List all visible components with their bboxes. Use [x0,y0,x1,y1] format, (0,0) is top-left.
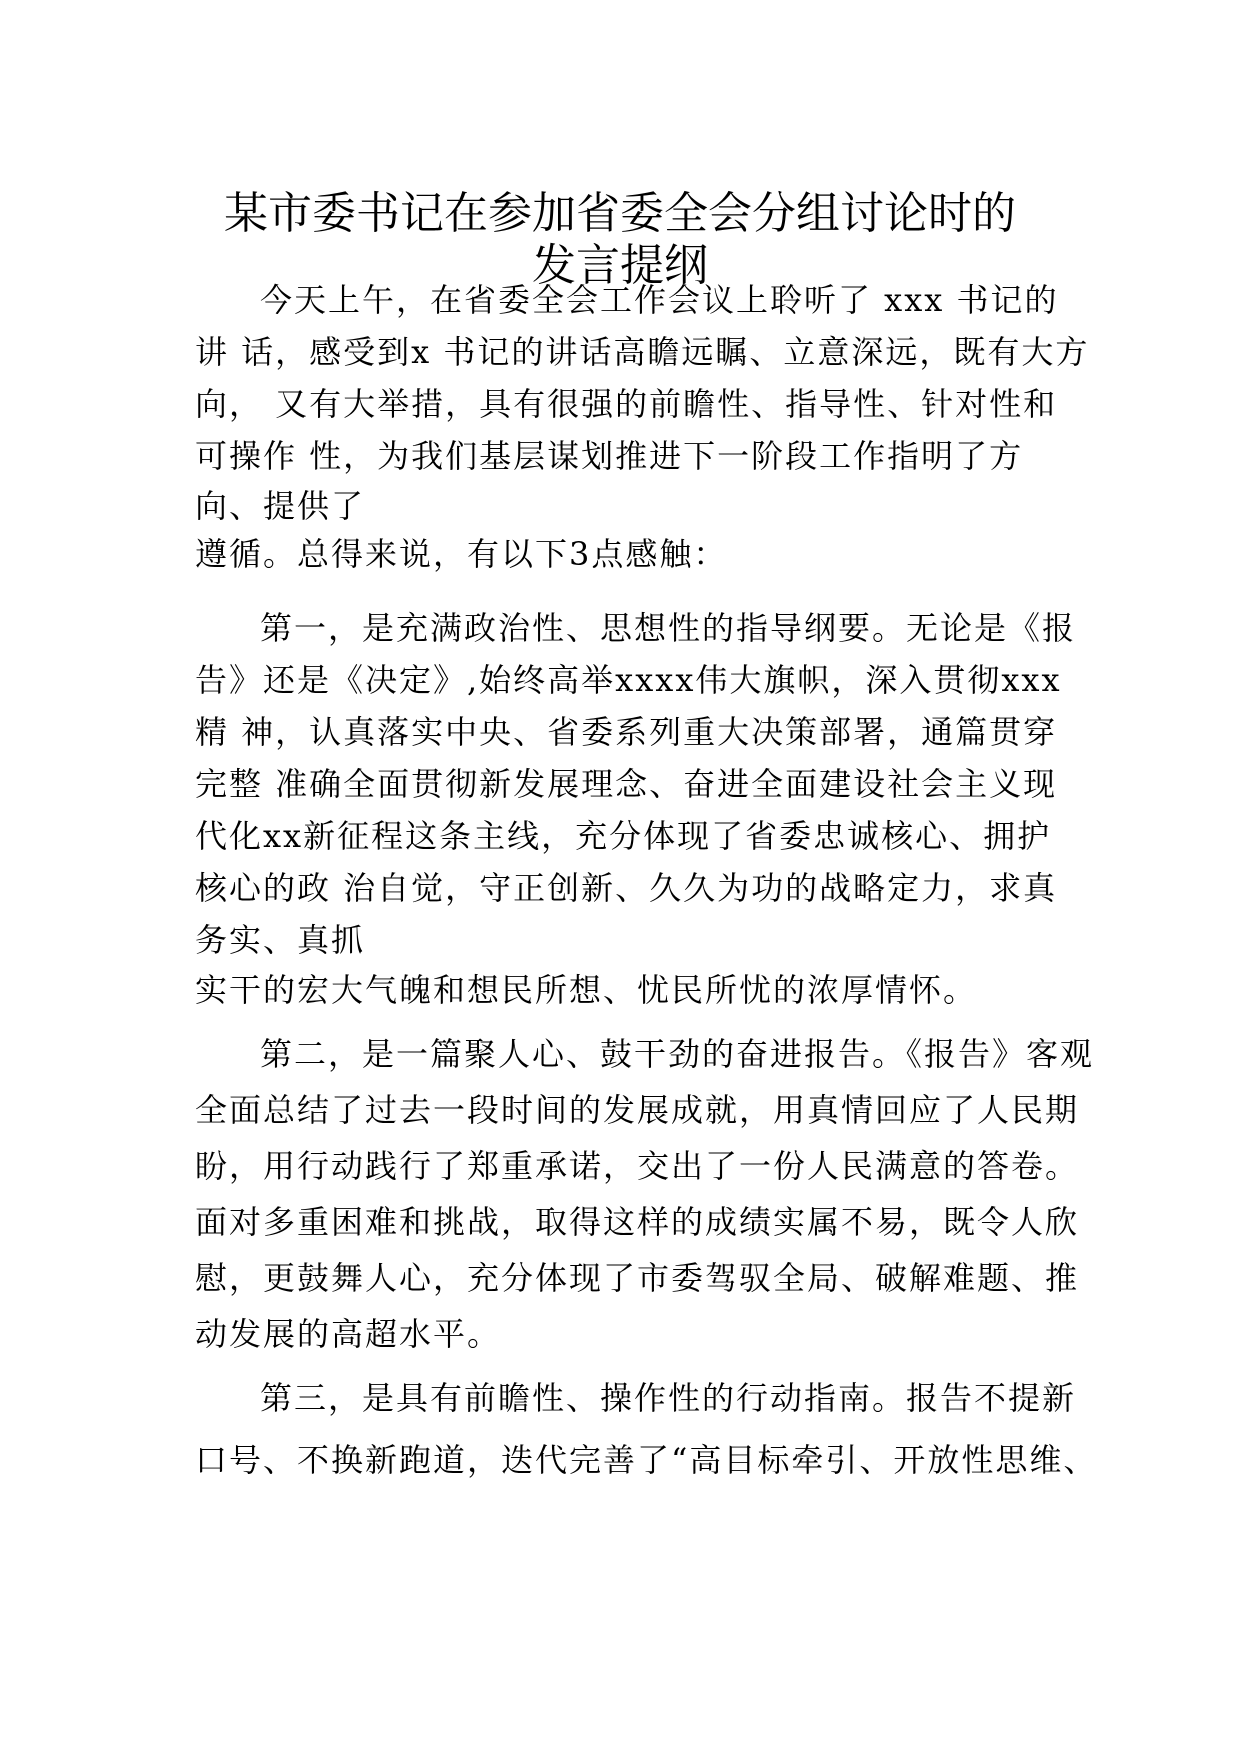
body-line: 讲 话，感受到x 书记的讲话高瞻远瞩、立意深远，既有大方 [195,333,1090,371]
body-line: 精 神，认真落实中央、省委系列重大决策部署，通篇贯穿 [195,713,1058,751]
body-line: 面对多重困难和挑战，取得这样的成绩实属不易，既令人欣 [195,1203,1080,1241]
body-line: 全面总结了过去一段时间的发展成就，用真情回应了人民期 [195,1091,1080,1129]
body-line: 动发展的高超水平。 [195,1315,502,1353]
body-line: 告》还是《决定》,始终高举xxxx伟大旗帜，深入贯彻xxx [195,661,1062,699]
body-line: 可操作 性，为我们基层谋划推进下一阶段工作指明了方 [195,437,1024,475]
body-line: 向、提供了 [195,487,366,525]
body-line: 第三，是具有前瞻性、操作性的行动指南。报告不提新 [260,1379,1077,1417]
title-line-2: 发言提纲 [532,240,708,291]
body-line: 核心的政 治自觉，守正创新、久久为功的战略定力，求真 [195,869,1058,907]
body-line: 第一，是充满政治性、思想性的指导纲要。无论是《报 [260,609,1077,647]
body-line: 第二，是一篇聚人心、鼓干劲的奋进报告。《报告》客观 [260,1035,1095,1073]
body-line: 务实、真抓 [195,921,366,959]
body-line: 口号、不换新跑道，迭代完善了“高目标牵引、开放性思维、 [195,1441,1098,1479]
body-line: 慰，更鼓舞人心，充分体现了市委驾驭全局、破解难题、推 [195,1259,1080,1297]
document-title [150,188,1090,292]
body-line: 今天上午，在省委全会工作会议上聆听了 xxx 书记的 [260,281,1059,319]
body-line: 遵循。总得来说，有以下3点感触： [195,535,728,573]
body-line: 盼，用行动践行了郑重承诺，交出了一份人民满意的答卷。 [195,1147,1080,1185]
body-line: 完整 准确全面贯彻新发展理念、奋进全面建设社会主义现 [195,765,1058,803]
body-line: 代化xx新征程这条主线，充分体现了省委忠诚核心、拥护 [195,817,1052,855]
body-line: 实干的宏大气魄和想民所想、忧民所忧的浓厚情怀。 [195,971,978,1009]
body-line: 向， 又有大举措，具有很强的前瞻性、指导性、针对性和 [195,385,1058,423]
title-line-1: 某市委书记在参加省委全会分组讨论时的 [224,188,1016,239]
